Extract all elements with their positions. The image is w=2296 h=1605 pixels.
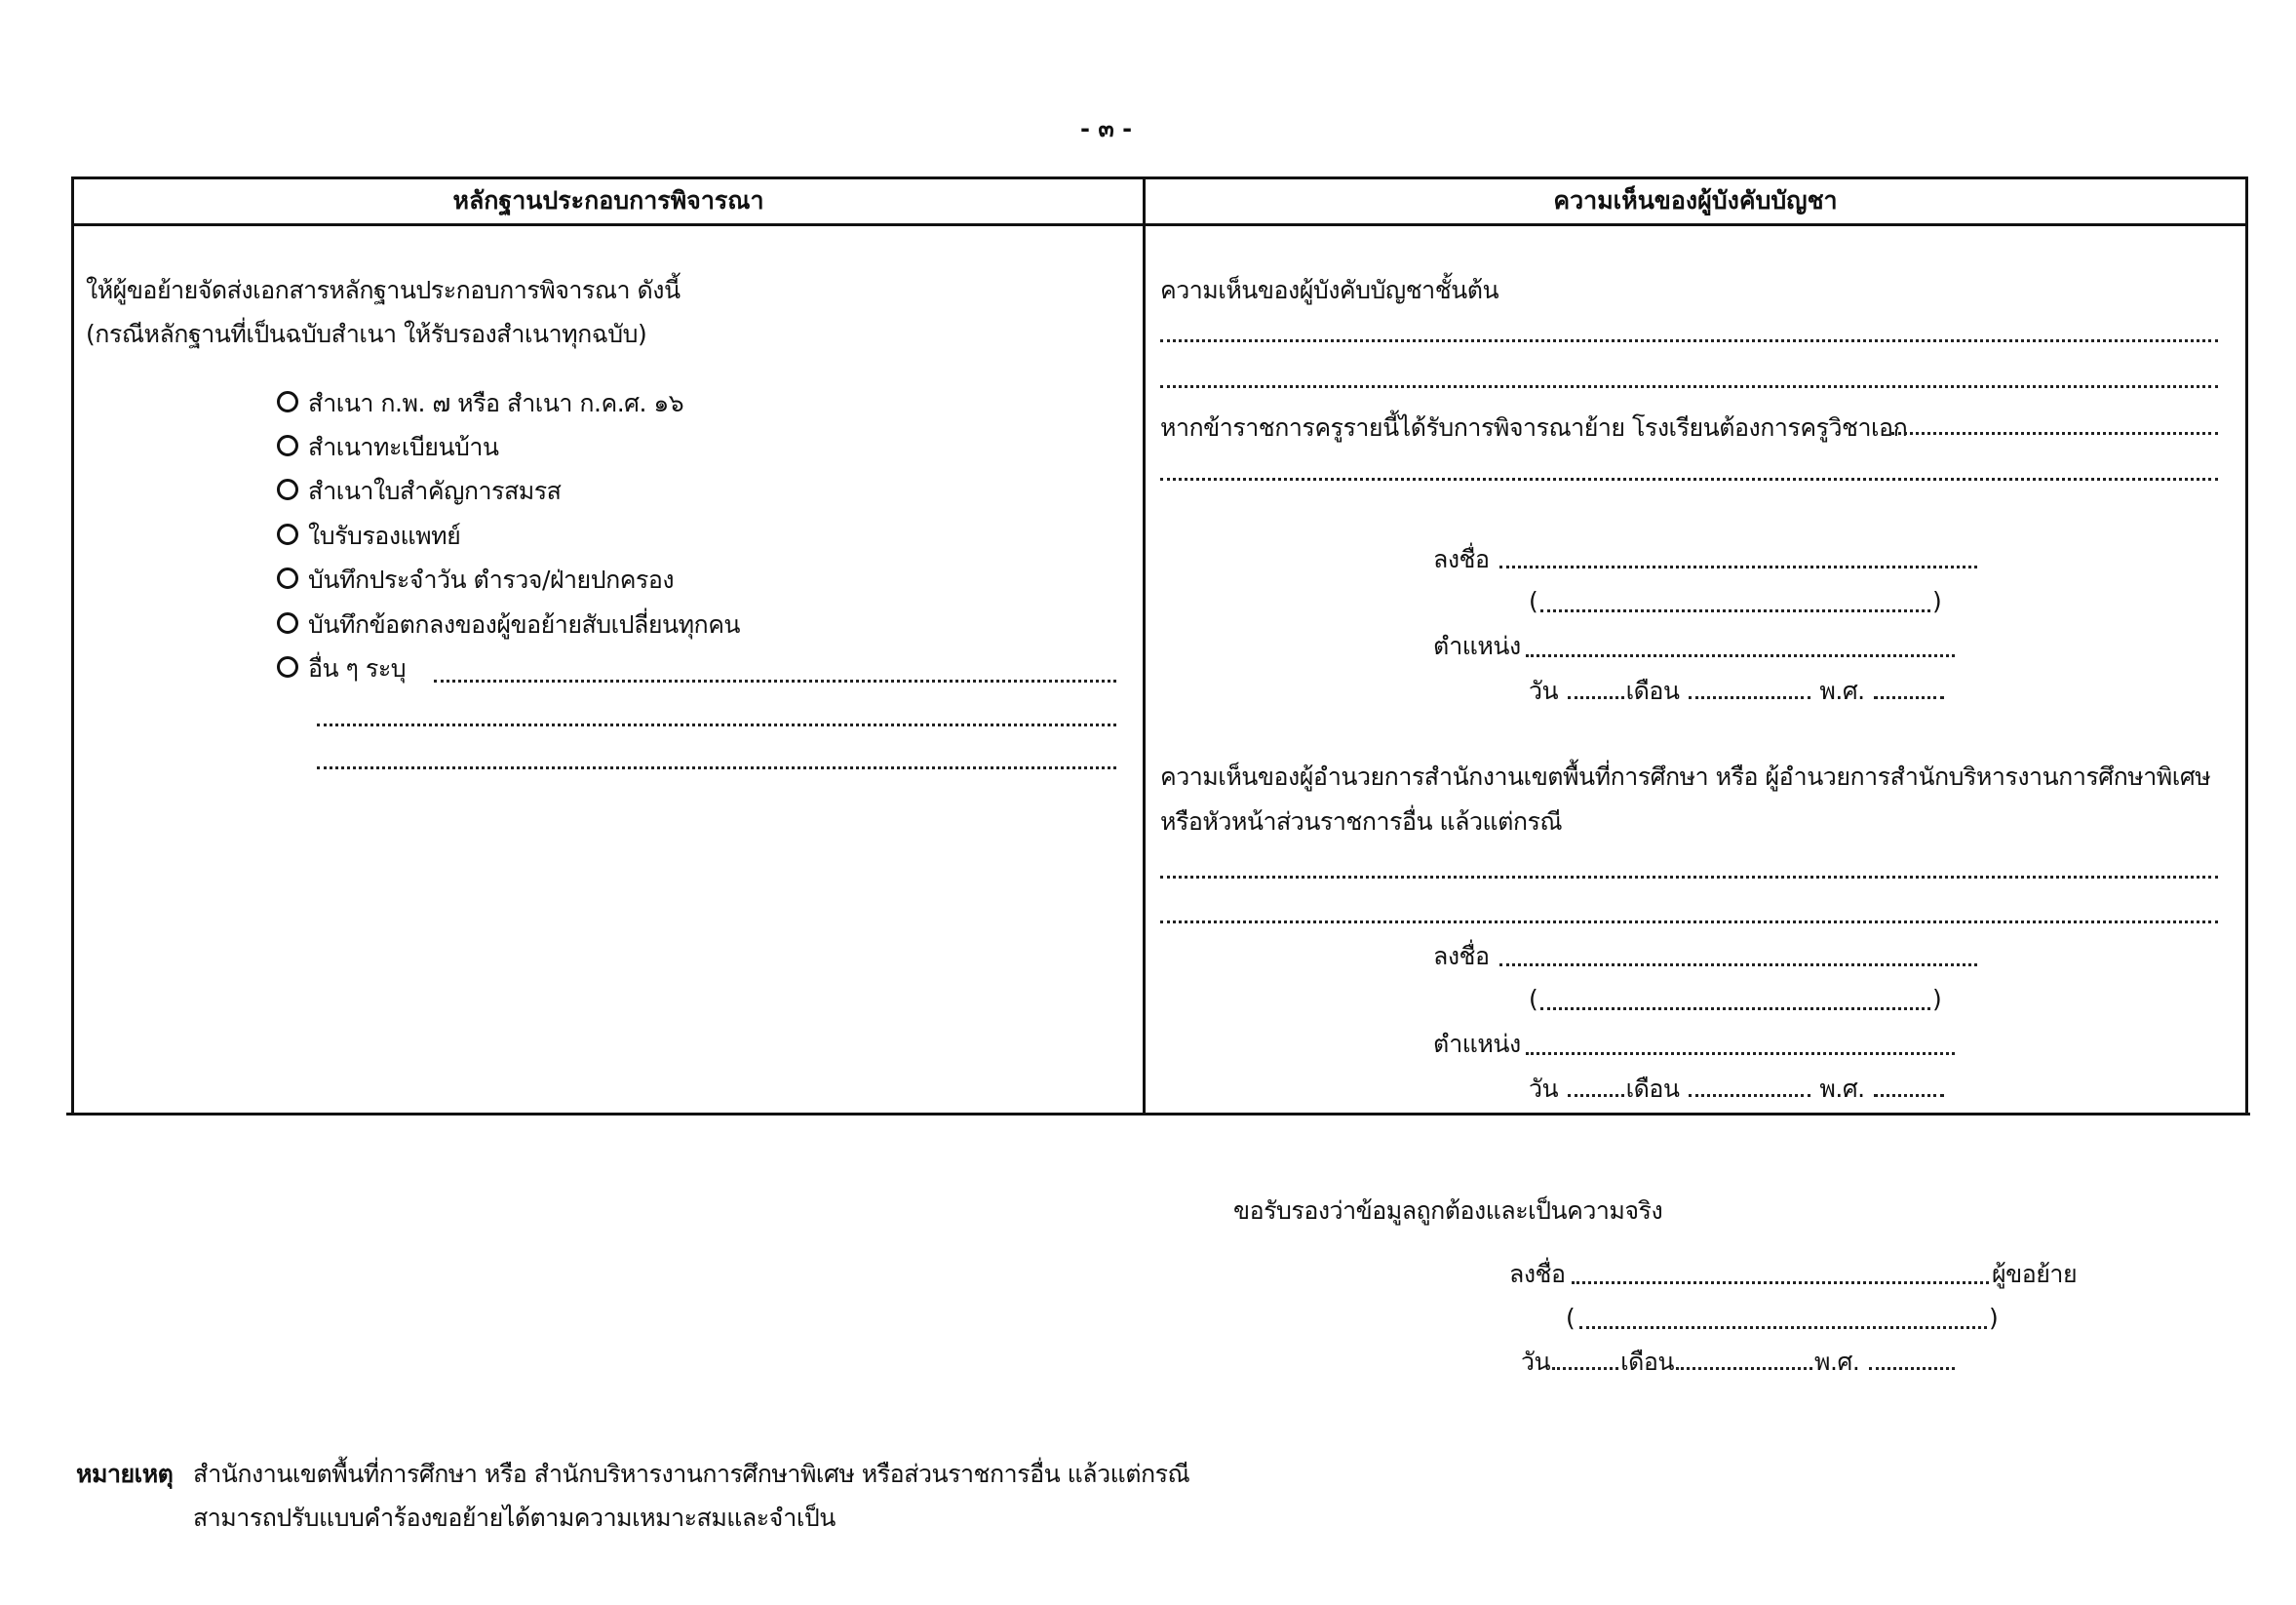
evidence-item-label: สำเนาใบสำคัญการสมรส bbox=[308, 477, 562, 505]
teacher-need-line-2[interactable] bbox=[1160, 478, 2218, 481]
other-specify-line-1[interactable] bbox=[434, 680, 1116, 683]
applicant-sign-label: ลงชื่อ bbox=[1509, 1260, 1566, 1288]
position-label: ตำแหน่ง bbox=[1433, 1030, 1521, 1058]
year-field[interactable] bbox=[1869, 1367, 1955, 1370]
certification-statement: ขอรับรองว่าข้อมูลถูกต้องและเป็นความจริง bbox=[1233, 1196, 1663, 1225]
radio-circle-icon[interactable] bbox=[277, 612, 298, 634]
evidence-item[interactable] bbox=[277, 610, 740, 640]
day-label: วัน bbox=[1521, 1348, 1551, 1376]
evidence-item-label: บันทึกข้อตกลงของผู้ขอย้ายสับเปลี่ยนทุกคน bbox=[308, 610, 741, 639]
position-field[interactable] bbox=[1526, 1052, 1955, 1055]
evidence-item-label: อื่น ๆ ระบุ bbox=[308, 654, 407, 683]
note-line1: สำนักงานเขตพื้นที่การศึกษา หรือ สำนักบริหารงานการศึกษาพิเศษ หรือส่วนราชการอื่น แล้วแต่กรณี bbox=[193, 1460, 1190, 1488]
year-field[interactable] bbox=[1874, 696, 1944, 699]
day-field[interactable] bbox=[1568, 696, 1624, 699]
first-supervisor-title: ความเห็นของผู้บังคับบัญชาชั้นต้น bbox=[1160, 276, 1499, 304]
table-column-divider bbox=[1143, 176, 1146, 1116]
position-label: ตำแหน่ง bbox=[1433, 632, 1521, 660]
evidence-item[interactable] bbox=[277, 566, 674, 595]
month-field[interactable] bbox=[1689, 1094, 1810, 1097]
table-left-border bbox=[71, 176, 74, 1116]
other-specify-line-3[interactable] bbox=[317, 766, 1116, 769]
day-field[interactable] bbox=[1568, 1094, 1624, 1097]
table-right-border bbox=[2245, 176, 2248, 1116]
year-label: พ.ศ. bbox=[1819, 677, 1865, 705]
radio-circle-icon[interactable] bbox=[277, 435, 298, 456]
evidence-item[interactable] bbox=[277, 477, 561, 506]
evidence-item[interactable] bbox=[277, 522, 460, 551]
month-label: เดือน bbox=[1625, 1075, 1680, 1103]
evidence-item-label: ใบรับรองแพทย์ bbox=[308, 522, 461, 550]
close-paren: ) bbox=[1932, 985, 1942, 1013]
right-column-header: ความเห็นของผู้บังคับบัญชา bbox=[1553, 186, 1838, 215]
teacher-major-field[interactable] bbox=[1891, 432, 2218, 435]
evidence-item-other[interactable] bbox=[277, 654, 406, 684]
teacher-need-label: หากข้าราชการครูรายนี้ได้รับการพิจารณาย้าย โรงเรียนต้องการครูวิชาเอก bbox=[1160, 413, 1908, 442]
sign-label: ลงชื่อ bbox=[1433, 545, 1490, 573]
year-label: พ.ศ. bbox=[1819, 1075, 1865, 1103]
radio-circle-icon[interactable] bbox=[277, 479, 298, 500]
sign-label: ลงชื่อ bbox=[1433, 942, 1490, 970]
open-paren: ( bbox=[1566, 1304, 1576, 1332]
day-label: วัน bbox=[1529, 677, 1559, 705]
table-bottom-border bbox=[66, 1113, 2250, 1116]
open-paren: ( bbox=[1529, 985, 1538, 1013]
applicant-role: ผู้ขอย้าย bbox=[1992, 1260, 2078, 1288]
month-field[interactable] bbox=[1676, 1367, 1812, 1370]
evidence-intro-line2: (กรณีหลักฐานที่เป็นฉบับสำเนา ให้รับรองสำเนาทุกฉบับ) bbox=[86, 320, 647, 348]
note-line2: สามารถปรับแบบคำร้องขอย้ายได้ตามความเหมาะสมและจำเป็น bbox=[193, 1504, 836, 1532]
second-supervisor-title-line2: หรือหัวหน้าส่วนราชการอื่น แล้วแต่กรณี bbox=[1160, 807, 1563, 836]
month-label: เดือน bbox=[1625, 677, 1680, 705]
evidence-item[interactable] bbox=[277, 389, 683, 418]
day-field[interactable] bbox=[1552, 1367, 1618, 1370]
other-specify-line-2[interactable] bbox=[317, 724, 1116, 726]
applicant-signature-field[interactable] bbox=[1572, 1281, 1989, 1284]
note-label: หมายเหตุ bbox=[76, 1460, 174, 1488]
printed-name-field[interactable] bbox=[1540, 1007, 1930, 1010]
evidence-item[interactable] bbox=[277, 433, 499, 462]
table-header-divider bbox=[73, 223, 2247, 226]
radio-circle-icon[interactable] bbox=[277, 656, 298, 678]
month-label: เดือน bbox=[1620, 1348, 1675, 1376]
evidence-item-label: สำเนา ก.พ. ๗ หรือ สำเนา ก.ค.ศ. ๑๖ bbox=[308, 389, 684, 417]
left-column-header: หลักฐานประกอบการพิจารณา bbox=[452, 186, 764, 215]
year-field[interactable] bbox=[1874, 1094, 1944, 1097]
position-field[interactable] bbox=[1526, 654, 1955, 657]
open-paren: ( bbox=[1529, 587, 1538, 615]
evidence-intro-line1: ให้ผู้ขอย้ายจัดส่งเอกสารหลักฐานประกอบการพิจารณา ดังนี้ bbox=[86, 276, 681, 304]
close-paren: ) bbox=[1989, 1304, 1999, 1332]
evidence-item-label: สำเนาทะเบียนบ้าน bbox=[308, 433, 499, 461]
applicant-date-row bbox=[1521, 1348, 1957, 1377]
applicant-printed-name-field[interactable] bbox=[1579, 1326, 1987, 1329]
page-number: - ๓ - bbox=[1080, 115, 1133, 142]
signature-field[interactable] bbox=[1499, 963, 1977, 966]
close-paren: ) bbox=[1932, 587, 1942, 615]
date-row bbox=[1529, 677, 1946, 706]
second-supervisor-title-line1: ความเห็นของผู้อำนวยการสำนักงานเขตพื้นที่การศึกษา หรือ ผู้อำนวยการสำนักบริหารงานการศึกษาพิเศษ bbox=[1160, 763, 2211, 791]
first-opinion-line-2[interactable] bbox=[1160, 385, 2218, 388]
day-label: วัน bbox=[1529, 1075, 1559, 1103]
signature-field[interactable] bbox=[1499, 566, 1977, 568]
radio-circle-icon[interactable] bbox=[277, 391, 298, 412]
second-opinion-line-2[interactable] bbox=[1160, 920, 2218, 923]
month-field[interactable] bbox=[1689, 696, 1810, 699]
evidence-item-label: บันทึกประจำวัน ตำรวจ/ฝ่ายปกครอง bbox=[308, 566, 675, 594]
radio-circle-icon[interactable] bbox=[277, 524, 298, 545]
second-opinion-line-1[interactable] bbox=[1160, 876, 2218, 879]
year-label: พ.ศ. bbox=[1814, 1348, 1860, 1376]
radio-circle-icon[interactable] bbox=[277, 568, 298, 589]
date-row bbox=[1529, 1075, 1946, 1104]
first-opinion-line-1[interactable] bbox=[1160, 339, 2218, 342]
printed-name-field[interactable] bbox=[1540, 609, 1930, 612]
table-top-border bbox=[73, 176, 2247, 179]
